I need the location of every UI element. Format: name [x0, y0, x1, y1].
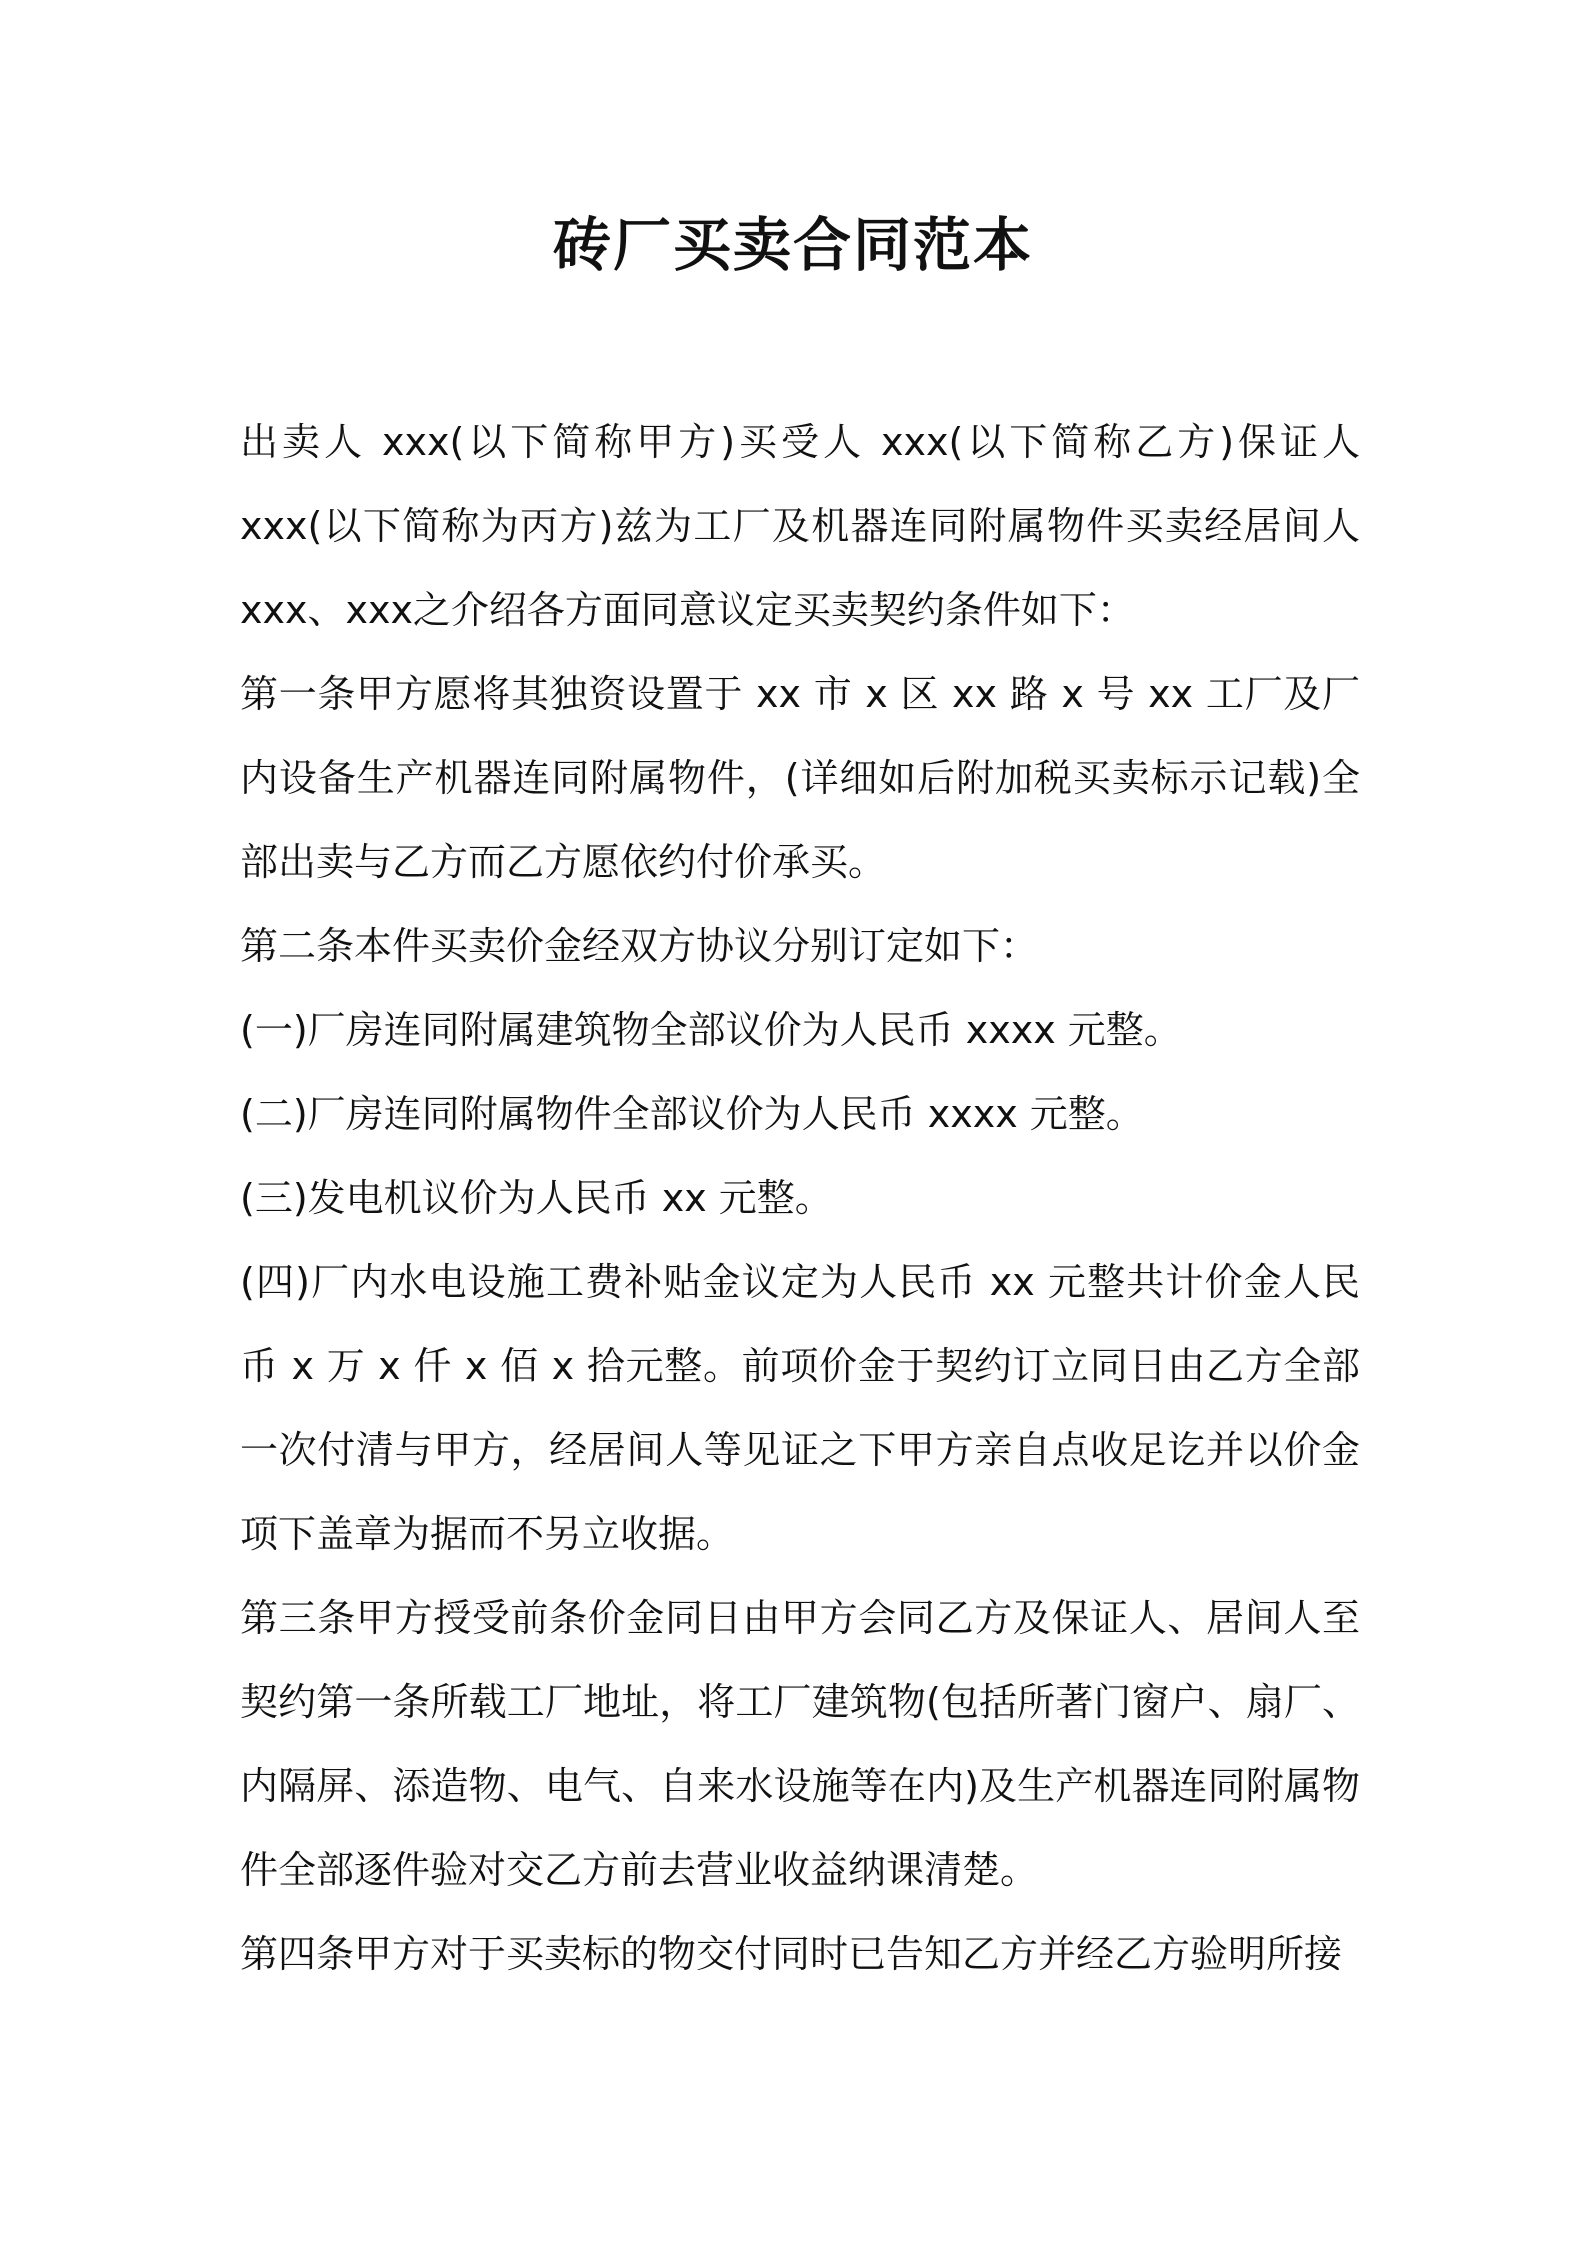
paragraph-item-4: (四)厂内水电设施工费补贴金议定为人民币 xx 元整共计价金人民币 x 万 x 仟 x 佰 x 拾元整。前项价金于契约订立同日由乙方全部一次付清与甲方，经居间人等见证之下甲方亲自点收足讫并以价金项下盖章为据而不另立收据。: [240, 1260, 1360, 1556]
paragraph-intro: 出卖人 xxx(以下简称甲方)买受人 xxx(以下简称乙方)保证人 xxx(以下简称为丙方)兹为工厂及机器连同附属物件买卖经居间人 xxx、xxx之介绍各方面同意议定买卖契约条件如下：: [240, 420, 1360, 632]
paragraph-article-1: 第一条甲方愿将其独资设置于 xx 市 x 区 xx 路 x 号 xx 工厂及厂内设备生产机器连同附属物件，(详细如后附加税买卖标示记载)全部出卖与乙方而乙方愿依约付价承买。: [240, 672, 1360, 884]
paragraph-item-2: (二)厂房连同附属物件全部议价为人民币 xxxx 元整。: [240, 1092, 1144, 1136]
paragraph-article-4: 第四条甲方对于买卖标的物交付同时已告知乙方并经乙方验明所接: [240, 1932, 1343, 1976]
paragraph-item-3: (三)发电机议价为人民币 xx 元整。: [240, 1176, 833, 1220]
paragraph-item-1: (一)厂房连同附属建筑物全部议价为人民币 xxxx 元整。: [240, 1008, 1182, 1052]
document-body: [240, 400, 1360, 1996]
paragraph-article-3: 第三条甲方授受前条价金同日由甲方会同乙方及保证人、居间人至契约第一条所载工厂地址，将工厂建筑物(包括所著门窗户、扇厂、内隔屏、添造物、电气、自来水设施等在内)及生产机器连同附属物件全部逐件验对交乙方前去营业收益纳课清楚。: [240, 1596, 1360, 1892]
paragraph-article-2: 第二条本件买卖价金经双方协议分别订定如下：: [240, 924, 1039, 968]
document-title: 砖厂买卖合同范本: [552, 211, 1033, 279]
